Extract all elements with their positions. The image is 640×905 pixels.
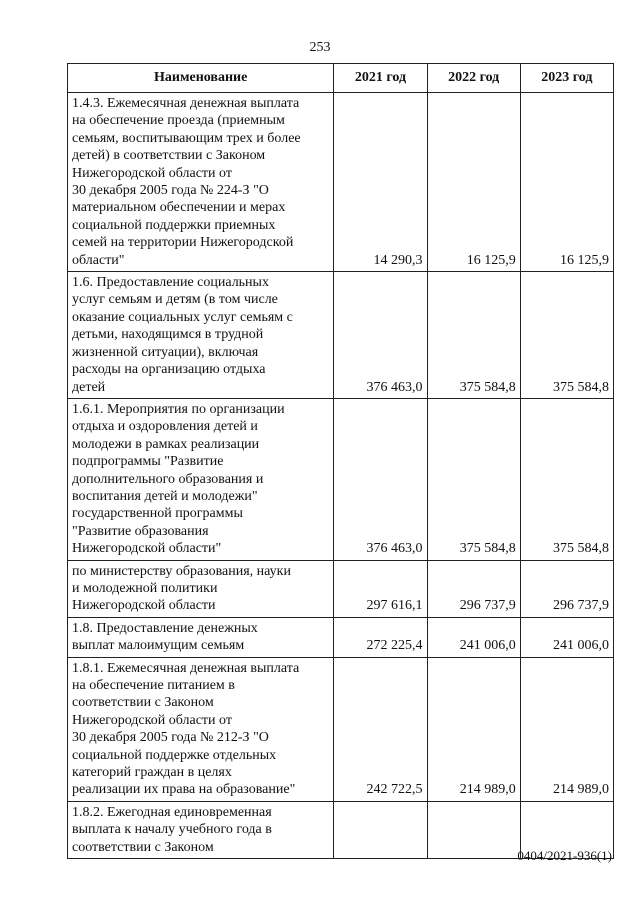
value-2021: 14 290,3 — [334, 93, 427, 272]
value-2022: 296 737,9 — [427, 560, 520, 617]
value-2023: 375 584,8 — [520, 272, 613, 399]
table-row — [68, 398, 614, 560]
page-number: 253 — [309, 40, 331, 55]
table-row — [68, 657, 614, 801]
row-name: по министерству образования, науки и молодежной политики Нижегородской области — [68, 560, 334, 617]
table-header — [68, 64, 614, 93]
value-2021: 297 616,1 — [334, 560, 427, 617]
table-row — [68, 93, 614, 272]
value-2021 — [334, 801, 427, 858]
table-row — [68, 617, 614, 657]
row-name: 1.8.2. Ежегодная единовременная выплата к началу учебного года в соответствии с Законом — [68, 801, 334, 858]
value-2022 — [427, 801, 520, 858]
budget-table — [67, 63, 614, 859]
value-2021: 376 463,0 — [334, 272, 427, 399]
document-code: 0404/2021-936(1) — [517, 848, 612, 863]
value-2023: 16 125,9 — [520, 93, 613, 272]
value-2021: 376 463,0 — [334, 398, 427, 560]
header-2021: 2021 год — [334, 64, 427, 93]
value-2022: 241 006,0 — [427, 617, 520, 657]
row-name: 1.6.1. Мероприятия по организации отдыха и оздоровления детей и молодежи в рамках реализации подпрограммы "Развитие дополнительного образования и воспитания детей и молодежи" государственной программы "Развитие образования Нижегородской области" — [68, 398, 334, 560]
header-name: Наименование — [68, 64, 334, 93]
value-2022: 214 989,0 — [427, 657, 520, 801]
row-name: 1.6. Предоставление социальных услуг семьям и детям (в том числе оказание социальных услуг семьям с детьми, находящимся в трудной жизненной ситуации), включая расходы на организацию отдыха детей — [68, 272, 334, 399]
row-name: 1.8. Предоставление денежных выплат малоимущим семьям — [68, 617, 334, 657]
header-2023: 2023 год — [520, 64, 613, 93]
header-2022: 2022 год — [427, 64, 520, 93]
row-name: 1.8.1. Ежемесячная денежная выплата на обеспечение питанием в соответствии с Законом Нижегородской области от 30 декабря 2005 года № 212-З "О социальной поддержке отдельных категорий граждан в целях реализации их права на образование" — [68, 657, 334, 801]
table-body — [68, 93, 614, 859]
value-2023: 296 737,9 — [520, 560, 613, 617]
row-name: 1.4.3. Ежемесячная денежная выплата на обеспечение проезда (приемным семьям, воспитывающим трех и более детей) в соответствии с Законом Нижегородской области от 30 декабря 2005 года № 224-З "О материальном обеспечении и мерах социальной поддержки приемных семей на территории Нижегородской области" — [68, 93, 334, 272]
value-2021: 242 722,5 — [334, 657, 427, 801]
value-2023: 375 584,8 — [520, 398, 613, 560]
value-2022: 375 584,8 — [427, 398, 520, 560]
value-2023: 214 989,0 — [520, 657, 613, 801]
header-row — [68, 64, 614, 93]
value-2021: 272 225,4 — [334, 617, 427, 657]
value-2022: 375 584,8 — [427, 272, 520, 399]
value-2022: 16 125,9 — [427, 93, 520, 272]
value-2023: 241 006,0 — [520, 617, 613, 657]
table-row — [68, 560, 614, 617]
table-row — [68, 272, 614, 399]
